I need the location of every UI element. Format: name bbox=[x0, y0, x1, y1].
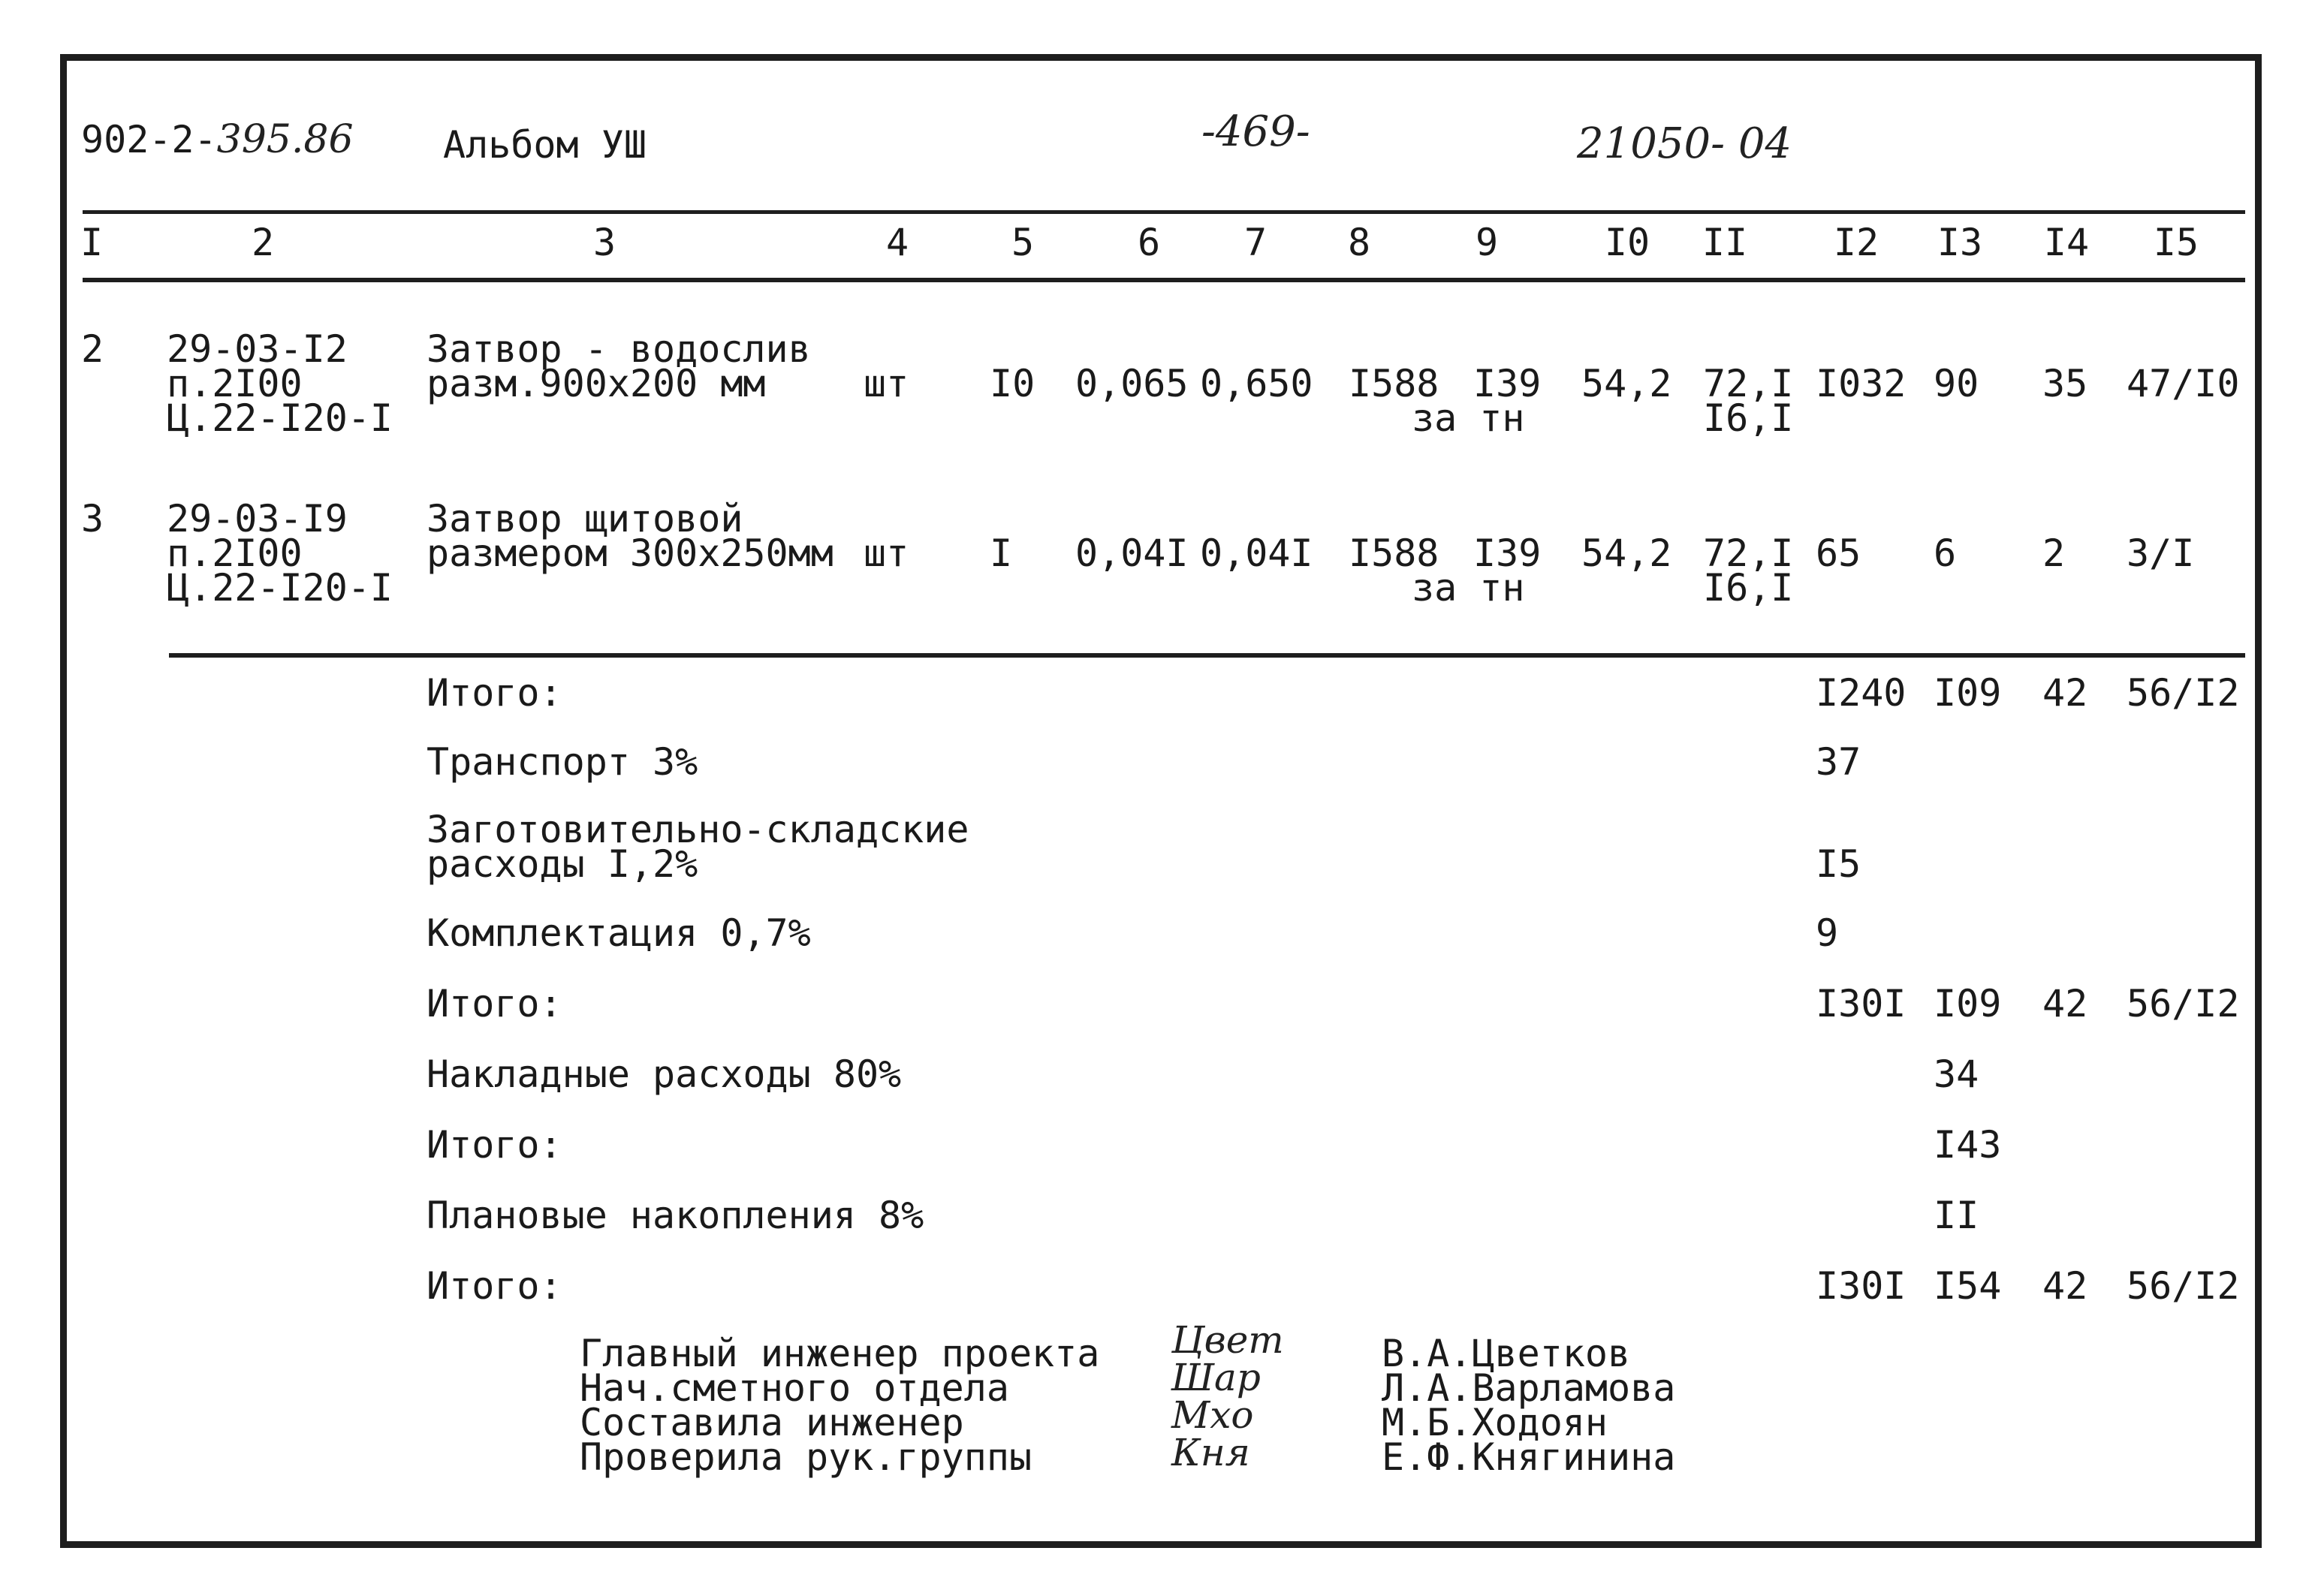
summary-col12: 9 bbox=[1816, 911, 1839, 955]
column-number: 3 bbox=[592, 221, 616, 264]
column-number: II bbox=[1702, 221, 1748, 264]
album-label: Альбом УШ bbox=[443, 123, 647, 167]
column-number: I3 bbox=[1937, 221, 1983, 264]
handwritten-signature: Мхо bbox=[1171, 1393, 1254, 1437]
column-number: I0 bbox=[1604, 221, 1650, 264]
row-col14: 2 bbox=[2042, 531, 2066, 575]
summary-col15: 56/I2 bbox=[2127, 982, 2240, 1025]
summary-label bbox=[427, 982, 562, 1025]
row-col11-line: 72,I bbox=[1703, 531, 1794, 575]
row-code-line: 29-03-I9 bbox=[167, 497, 348, 541]
summary-col13: I09 bbox=[1934, 982, 2002, 1025]
row-name-line: размером 300x250мм bbox=[427, 531, 833, 575]
row-col12: I032 bbox=[1816, 362, 1907, 405]
row-code bbox=[167, 327, 393, 440]
row-col15: 3/I bbox=[2127, 531, 2195, 575]
document-code: 21050- 04 bbox=[1577, 119, 1792, 168]
row-code-line: п.2I00 bbox=[167, 531, 303, 575]
summary-col13: I09 bbox=[1934, 671, 2002, 715]
column-number: I5 bbox=[2153, 221, 2199, 264]
signature-role: Проверила рук.группы bbox=[580, 1435, 1032, 1479]
signature-role: Главный инженер проекта bbox=[580, 1332, 1100, 1375]
column-number: 4 bbox=[885, 221, 909, 264]
row-code-line: 29-03-I2 bbox=[167, 327, 348, 371]
summary-col14: 42 bbox=[2042, 982, 2088, 1025]
summary-col12: I30I bbox=[1816, 1264, 1907, 1308]
row-col13: 6 bbox=[1934, 531, 1957, 575]
row-col9: I39 bbox=[1473, 362, 1542, 405]
row-code-line: Ц.22-I20-I bbox=[167, 566, 393, 610]
row-col9: I39 bbox=[1473, 531, 1542, 575]
row-col7: 0,650 bbox=[1200, 362, 1313, 405]
column-number: 8 bbox=[1347, 221, 1371, 264]
summary-label-line: Итого: bbox=[427, 1123, 562, 1167]
row-number: 2 bbox=[81, 327, 104, 371]
row-number: 3 bbox=[81, 497, 104, 541]
row-col14: 35 bbox=[2042, 362, 2088, 405]
summary-col12: 37 bbox=[1816, 740, 1861, 784]
row-code-line: Ц.22-I20-I bbox=[167, 396, 393, 440]
row-unit: шт bbox=[864, 362, 909, 405]
row-name bbox=[427, 497, 833, 575]
summary-col12: I30I bbox=[1816, 982, 1907, 1025]
row-name-line: Затвор щитовой bbox=[427, 497, 743, 541]
summary-col14: 42 bbox=[2042, 1264, 2088, 1308]
summary-label-line: Итого: bbox=[427, 671, 562, 715]
row-code-line: п.2I00 bbox=[167, 362, 303, 405]
row-quantity: I0 bbox=[990, 362, 1035, 405]
signature-names bbox=[1382, 1332, 1676, 1479]
row-col8: I588 bbox=[1349, 362, 1439, 405]
signature-role: Нач.сметного отдела bbox=[580, 1366, 1009, 1410]
summary-label-line: Накладные расходы 80% bbox=[427, 1052, 902, 1096]
row-col6: 0,04I bbox=[1075, 531, 1189, 575]
column-number: 6 bbox=[1137, 221, 1161, 264]
summary-label bbox=[427, 1123, 562, 1167]
signatory-name: Е.Ф.Княгинина bbox=[1382, 1435, 1676, 1479]
handwritten-signature: Кня bbox=[1171, 1431, 1250, 1474]
page-number: -469- bbox=[1201, 107, 1310, 156]
summary-label bbox=[427, 1194, 924, 1237]
column-number: 2 bbox=[251, 221, 275, 264]
summary-col12: I240 bbox=[1816, 671, 1907, 715]
summary-col13: II bbox=[1934, 1194, 1979, 1237]
summary-col14: 42 bbox=[2042, 671, 2088, 715]
row-col13: 90 bbox=[1934, 362, 1979, 405]
row-quantity: I bbox=[990, 531, 1013, 575]
project-code-handwritten: 395.86 bbox=[216, 117, 354, 162]
row-col11 bbox=[1703, 531, 1794, 610]
row-col8: I588 bbox=[1349, 531, 1439, 575]
summary-rule bbox=[169, 653, 2245, 658]
row-col12: 65 bbox=[1816, 531, 1861, 575]
summary-col15: 56/I2 bbox=[2127, 1264, 2240, 1308]
column-number: I4 bbox=[2043, 221, 2090, 264]
summary-label bbox=[427, 911, 811, 955]
summary-col13: I43 bbox=[1934, 1123, 2002, 1167]
summary-label bbox=[427, 808, 969, 886]
handwritten-signature: Шар bbox=[1171, 1356, 1261, 1399]
signature-handwriting bbox=[1171, 1318, 1284, 1474]
signature-role: Составила инженер bbox=[580, 1401, 964, 1444]
column-number: I bbox=[80, 221, 104, 264]
summary-label-line: Плановые накопления 8% bbox=[427, 1194, 924, 1237]
row-col6: 0,065 bbox=[1075, 362, 1189, 405]
summary-label bbox=[427, 740, 698, 784]
column-number: 7 bbox=[1243, 221, 1268, 264]
row-col9-note: за тн bbox=[1412, 566, 1525, 610]
signatory-name: М.Б.Ходоян bbox=[1382, 1401, 1608, 1444]
summary-col12: I5 bbox=[1816, 842, 1861, 886]
summary-label-line: Комплектация 0,7% bbox=[427, 911, 811, 955]
signatory-name: Л.А.Варламова bbox=[1382, 1366, 1676, 1410]
signature-roles bbox=[580, 1332, 1100, 1479]
row-col9-note: за тн bbox=[1412, 396, 1525, 440]
header-rule-bottom bbox=[83, 278, 2245, 282]
row-unit: шт bbox=[864, 531, 909, 575]
row-col11 bbox=[1703, 362, 1794, 440]
handwritten-signature: Цвет bbox=[1171, 1318, 1284, 1362]
summary-col13: 34 bbox=[1934, 1052, 1979, 1096]
row-code bbox=[167, 497, 393, 610]
row-col7: 0,04I bbox=[1200, 531, 1313, 575]
summary-label-line: Итого: bbox=[427, 1264, 562, 1308]
row-col15: 47/I0 bbox=[2127, 362, 2240, 405]
summary-label-line: Транспорт 3% bbox=[427, 740, 698, 784]
summary-label bbox=[427, 671, 562, 715]
summary-label bbox=[427, 1264, 562, 1308]
summary-label-line: расходы I,2% bbox=[427, 842, 698, 886]
summary-label-line: Заготовительно-складские bbox=[427, 808, 969, 851]
column-number: 9 bbox=[1475, 221, 1499, 264]
row-col10: 54,2 bbox=[1581, 531, 1672, 575]
summary-label-line: Итого: bbox=[427, 982, 562, 1025]
column-number: I2 bbox=[1833, 221, 1879, 264]
row-col10: 54,2 bbox=[1581, 362, 1672, 405]
row-name-line: разм.900x200 мм bbox=[427, 362, 766, 405]
row-col11-line: 72,I bbox=[1703, 362, 1794, 405]
project-code: 902-2-395.86 bbox=[81, 117, 354, 162]
header-rule-top bbox=[83, 210, 2245, 214]
summary-col15: 56/I2 bbox=[2127, 671, 2240, 715]
row-col11-line: I6,I bbox=[1703, 396, 1794, 440]
row-name-line: Затвор - водослив bbox=[427, 327, 811, 371]
summary-label bbox=[427, 1052, 902, 1096]
row-col11-line: I6,I bbox=[1703, 566, 1794, 610]
signatory-name: В.А.Цветков bbox=[1382, 1332, 1631, 1375]
summary-col13: I54 bbox=[1934, 1264, 2002, 1308]
row-name bbox=[427, 327, 811, 405]
column-number: 5 bbox=[1011, 221, 1035, 264]
